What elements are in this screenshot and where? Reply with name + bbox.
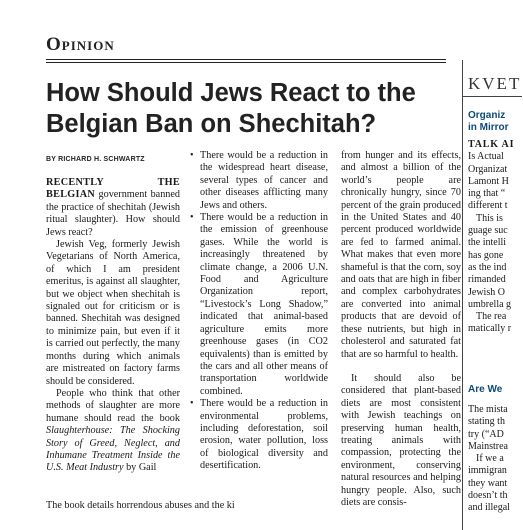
sidebar-line: TALK AI xyxy=(468,139,515,150)
sidebar-rule xyxy=(462,96,522,97)
sidebar-line: different t xyxy=(468,200,508,212)
paragraph-1 xyxy=(46,177,180,239)
paragraph-3 xyxy=(46,388,180,475)
section-rule-thin xyxy=(46,62,446,63)
sidebar-line: try (“AD xyxy=(468,428,504,440)
sidebar-line: Jewish O xyxy=(468,286,505,298)
article-column-2 xyxy=(190,150,328,473)
sidebar-line: stating th xyxy=(468,416,505,428)
sidebar-line: and illegal xyxy=(468,502,510,514)
article-byline: BY RICHARD H. SCHWARTZ xyxy=(46,156,145,163)
sidebar-line: Is Actual xyxy=(468,151,504,163)
book-title: Slaughterhouse: The Shocking Story of Greed, Neglect, and Inhumane Treatment Inside the U.S. Meat Industry xyxy=(46,425,180,474)
sidebar-line: ing that “ xyxy=(468,188,506,200)
lead-in: RECENTLY THE BELGIAN xyxy=(46,177,180,201)
sidebar-line: The rea xyxy=(476,311,507,323)
paragraph-2: Jewish Veg, formerly Jewish Vegetarians of North America, of which I am president emeritus, is against all slaughter, but we object when shechitah is signaled out for criticism or is banned. Shechitah was designed to minimize pain, but even if it is carried out perfectly, the many months during which animals are mistreated on factory farms should be considered. xyxy=(46,239,180,387)
sidebar-line: rimanded xyxy=(468,274,506,286)
sidebar-line: matically r xyxy=(468,323,512,335)
article-column-1 xyxy=(46,177,180,475)
bullet-item: • There would be a reduction in environmental problems, including deforestation, soil erosion, water pollution, loss of biological diversity and desertification. xyxy=(190,398,328,472)
paragraph-3-tail: by Gail xyxy=(123,462,157,474)
sidebar-story-1 xyxy=(468,139,514,336)
sidebar-line: umbrella g xyxy=(468,298,512,310)
sidebar-line: Mainstrea xyxy=(468,440,508,452)
sidebar-line: Organizat xyxy=(468,163,508,175)
section-rule xyxy=(46,59,446,60)
sidebar-heading-2: Are We xyxy=(468,384,503,395)
sidebar-heading-line: Organiz xyxy=(468,110,506,121)
sidebar-story-2 xyxy=(468,404,510,515)
cutoff-line: The book details horrendous abuses and the ki xyxy=(46,500,235,511)
sidebar-line: The mista xyxy=(468,404,508,415)
sidebar-line: This is xyxy=(476,212,503,224)
paragraph-continued: from hunger and its effects, and almost a billion of the world’s people are chronically hungry, since 70 percent of the grain produced in the United States and 40 percent produced worldwide are fed to farmed animal. What makes that even more shameful is that the corn, soy and oats that are high in fiber and complex carbohydrates are converted into animal products that are devoid of these nutrients, but high in cholesterol and saturated fat that are so harmful to health. xyxy=(341,150,461,360)
paragraph-1-text: government banned the practice of shechitah (Jewish ritual slaughter). How should Jews react? xyxy=(46,189,180,238)
sidebar-line: Lamont H xyxy=(468,175,509,187)
sidebar-line: the intelli xyxy=(468,237,507,249)
section-label: Opinion xyxy=(46,34,115,55)
sidebar-line: doesn’t th xyxy=(468,490,508,502)
sidebar-heading-line: in Mirror xyxy=(468,122,509,133)
article-column-3 xyxy=(341,150,461,509)
sidebar-line: has gone xyxy=(468,249,504,261)
sidebar-line: they want xyxy=(468,477,508,489)
paragraph-3-text: People who think that other methods of slaughter are more humane should read the book xyxy=(46,387,180,424)
article-headline: How Should Jews React to the Belgian Ban on Shechitah? xyxy=(46,79,416,138)
sidebar-line: guage suc xyxy=(468,225,508,237)
sidebar-heading-1 xyxy=(468,110,509,134)
sidebar-line: as the ind xyxy=(468,261,507,273)
bullet-item: • There would be a reduction in the widespread heart disease, several types of cancer and other diseases afflicting many Jews and others. xyxy=(190,150,328,212)
bullet-item: • There would be a reduction in the emission of greenhouse gases. While the world is increasingly threatened by climate change, a 2006 U.N. Food and Agriculture Organization report, “Livestock’s Long Shadow,” indicated that animal-based agriculture emits more greenhouse gases (in CO2 equivalents) than is emitted by the cars and all other means of transportation worldwide combined. xyxy=(190,212,328,398)
sidebar-title: KVET xyxy=(468,74,522,93)
sidebar-line: If we a xyxy=(476,453,504,465)
paragraph-consistent: It should also be considered that plant-based diets are most consistent with Jewish teachings on preserving human health, treating animals with compassion, protecting the environment, conserving natural resources and helping hungry people. Also, such diets are consis- xyxy=(341,372,461,508)
sidebar-line: immigran xyxy=(468,465,507,477)
